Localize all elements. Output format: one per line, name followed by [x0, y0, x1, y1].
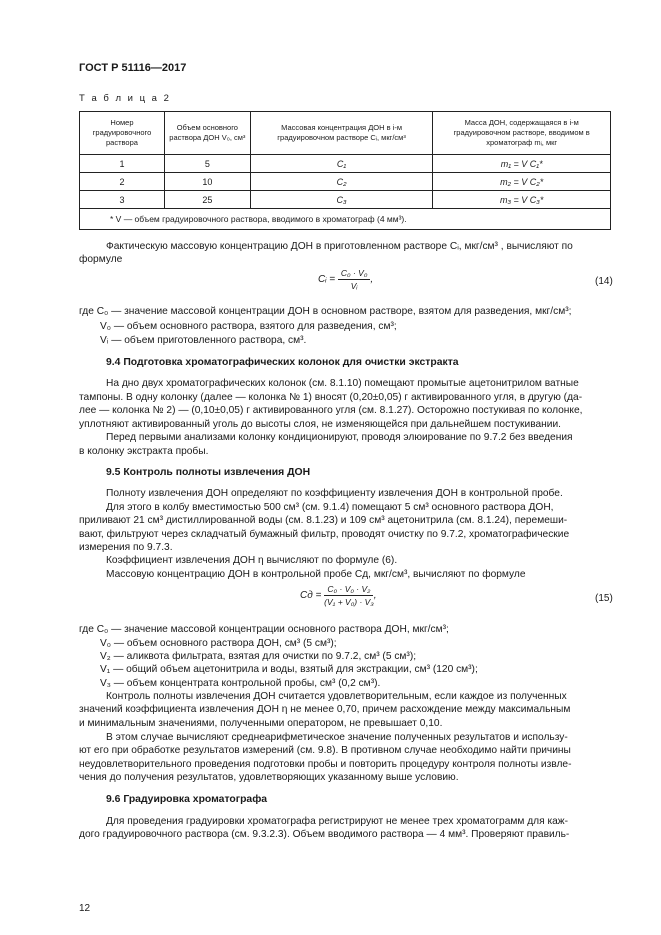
equation-number: (14)	[595, 276, 613, 287]
table-header-row	[80, 112, 611, 155]
text-line: Контроль полноты извлечения ДОН считается удовлетворительным, если каждое из полученных	[106, 691, 567, 702]
text-line: ют его при обработке результатов измерений (см. 9.8). В противном случае необходимо найти причины	[79, 745, 571, 756]
formula-denominator: Vᵢ	[350, 281, 358, 291]
header-cell: Масса ДОН, содержащаяся в i-м градуировочном растворе, вводимом в хроматограф mᵢ, мкг	[433, 112, 611, 155]
table-caption: Т а б л и ц а 2	[79, 93, 171, 104]
section-heading: 9.5 Контроль полноты извлечения ДОН	[106, 467, 311, 478]
table-cell: 10	[164, 173, 250, 191]
text-line: V₃ — объем концентрата контрольной пробы, см³ (0,2 см³).	[100, 678, 381, 689]
text-line: На дно двух хроматографических колонок (см. 8.1.10) помещают промытые ацетонитрилом ватные	[106, 378, 579, 389]
table-cell: C₁	[250, 155, 433, 173]
text-line: измерения по 9.7.3.	[79, 542, 173, 553]
table-note-row	[80, 209, 611, 230]
text-line: Массовую концентрацию ДОН в контрольной пробе Cд, мкг/см³, вычисляют по формуле	[106, 569, 526, 580]
text-line: Для проведения градуировки хроматографа регистрируют не менее трех хроматограмм для каж-	[106, 816, 569, 827]
table-cell: 5	[164, 155, 250, 173]
table-cell: 2	[80, 173, 165, 191]
formula-fraction	[338, 268, 374, 291]
text-line: в колонку экстракта пробы.	[79, 446, 209, 457]
table-note: * V — объем градуировочного раствора, вводимого в хроматограф (4 мм³).	[80, 209, 611, 230]
text-line: формуле	[79, 254, 123, 265]
formula-numerator: C₀ · V₀	[338, 268, 371, 280]
text-line: тампоны. В одну колонку (далее — колонка № 1) вносят (0,20±0,05) г активированного угля, в другую (да-	[79, 392, 583, 403]
calibration-table	[79, 111, 611, 230]
table-cell: 25	[164, 191, 250, 209]
text-line: Vᵢ — объем приготовленного раствора, см³.	[100, 335, 307, 346]
text-line: чения до получения результатов, удовлетворяющих указанному выше условию.	[79, 772, 459, 783]
text-line: Перед первыми анализами колонку кондиционируют, проводя элюирование по 9.7.2 без введения	[106, 432, 573, 443]
text-line: уплотняют активированный уголь до высоты слоя, не изменяющейся при дальнейшем постукивании.	[79, 419, 561, 430]
text-line: V₀ — объем основного раствора ДОН, см³ (5 см³);	[100, 638, 337, 649]
table-cell: 3	[80, 191, 165, 209]
formula-comma: ,	[373, 590, 377, 602]
text-line: V₀ — объем основного раствора, взятого для разведения, см³;	[100, 321, 397, 332]
header-cell: Массовая концентрация ДОН в i-м градуировочном растворе Cᵢ, мкг/см³	[250, 112, 433, 155]
table-row	[80, 155, 611, 173]
text-line: и минимальным значениями, полученными оператором, не превышает 0,10.	[79, 718, 443, 729]
text-line: V₂ — аликвота фильтрата, взятая для очистки по 9.7.2, см³ (5 см³);	[100, 651, 417, 662]
table-cell: 1	[80, 155, 165, 173]
page-number: 12	[79, 903, 91, 914]
text-line: значений коэффициента извлечения ДОН η не менее 0,70, причем расхождение между максимальным	[79, 704, 571, 715]
formula-lhs: Cᵢ =	[318, 274, 336, 286]
header-cell: Номер градуировочного раствора	[80, 112, 165, 155]
formula-numerator: C₀ · V₀ · V₂	[324, 584, 373, 596]
text-line: дого градуировочного раствора (см. 9.3.2.3). Объем вводимого раствора — 4 мм³. Проверяют правиль-	[79, 829, 570, 840]
section-heading: 9.4 Подготовка хроматографических колонок для очистки экстракта	[106, 357, 459, 368]
formula-comma: ,	[370, 274, 374, 286]
text-line: где C₀ — значение массовой концентрации основного раствора ДОН, мкг/см³;	[79, 624, 449, 635]
text-line: V₁ — общий объем ацетонитрила и воды, взятый для экстракции, см³ (120 см³);	[100, 664, 478, 675]
text-line: Полноту извлечения ДОН определяют по коэффициенту извлечения ДОН в контрольной пробе.	[106, 488, 563, 499]
text-line: Коэффициент извлечения ДОН η вычисляют по формуле (6).	[106, 555, 398, 566]
text-line: неудовлетворительного проведения подготовки пробы и повторить процедуру контроля полноты извле-	[79, 759, 572, 770]
formula-lhs: Cд =	[300, 590, 322, 602]
text-line: Для этого в колбу вместимостью 500 см³ (см. 9.1.4) помещают 5 см³ основного раствора ДОН,	[106, 502, 554, 513]
text-line: Фактическую массовую концентрацию ДОН в приготовленном растворе Cᵢ, мкг/см³ , вычисляют по	[106, 241, 573, 252]
section-heading: 9.6 Градуировка хроматографа	[106, 794, 268, 805]
formula-14	[318, 268, 373, 291]
table-cell: C₃	[250, 191, 433, 209]
table-row	[80, 191, 611, 209]
formula-fraction	[324, 584, 374, 607]
text-line: где C₀ — значение массовой концентрации ДОН в основном растворе, взятом для разведения, мкг/см³;	[79, 306, 572, 317]
table-cell: C₂	[250, 173, 433, 191]
document-code: ГОСТ Р 51116—2017	[79, 62, 187, 74]
table-cell: m₂ = V C₂*	[433, 173, 611, 191]
table-row	[80, 173, 611, 191]
table-cell: m₁ = V C₁*	[433, 155, 611, 173]
equation-number: (15)	[595, 593, 613, 604]
header-cell: Объем основного раствора ДОН V₀, см³	[164, 112, 250, 155]
text-line: В этом случае вычисляют среднеарифметическое значение полученных результатов и использу-	[106, 732, 568, 743]
text-line: лее — колонка № 2) — (0,10±0,05) г активированного угля (см. 8.1.27). Осторожно постукивая по колонке,	[79, 405, 583, 416]
formula-denominator: (V₁ + V₀) · V₃	[324, 597, 374, 607]
formula-15	[300, 584, 376, 607]
text-line: вают, фильтруют через складчатый бумажный фильтр, проводят очистку по 9.7.2, хроматографические	[79, 529, 570, 540]
table-cell: m₃ = V C₃*	[433, 191, 611, 209]
text-line: приливают 21 см³ дистиллированной воды (см. 8.1.23) и 109 см³ ацетонитрила (см. 8.1.24), перемеши-	[79, 515, 568, 526]
